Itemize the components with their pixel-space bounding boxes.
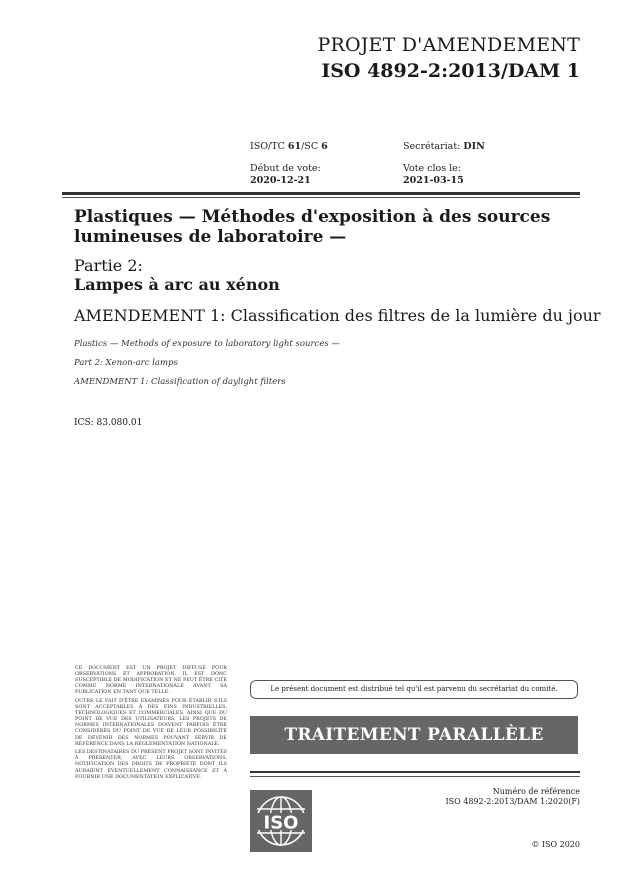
part-title: Lampes à arc au xénon — [74, 275, 280, 294]
parallel-processing-banner: TRAITEMENT PARALLÈLE ISO/CEN — [250, 716, 578, 754]
amendment-title: AMENDEMENT 1: Classification des filtres de la lumière du jour — [74, 306, 601, 325]
reference-number: ISO 4892-2:2013/DAM 1:2020(F) — [445, 797, 580, 806]
disclaimer-p2: OUTRE LE FAIT D'ÊTRE EXAMINÉS POUR ÉTABLIR S'ILS SONT ACCEPTABLES À DES FINS INDUSTRIELLES, TECHNOLOGIQUES ET COMMERCIALES, AINSI QUE DU POINT DE VUE DES UTILISATEURS, LES PROJETS DE NORMES INTERNATIONALES DOIVENT PARFOIS ÊTRE CONSIDÉRÉS DU POINT DE VUE DE LEUR POSSIBILITÉ DE DEVENIR DES NORMES POUVANT SERVIR DE RÉFÉRENCE DANS LA RÉGLEMENTATION NATIONALE. — [75, 697, 227, 747]
header-rule — [62, 192, 580, 195]
footer-rule — [250, 771, 580, 773]
copyright: © ISO 2020 — [531, 840, 580, 849]
reference-number-label: Numéro de référence — [492, 787, 580, 796]
disclaimer-p3: LES DESTINATAIRES DU PRÉSENT PROJET SONT INVITÉS À PRÉSENTER, AVEC LEURS OBSERVATIONS, NOTIFICATION DES DROITS DE PROPRIÉTÉ DONT ILS AURAIENT ÉVENTUELLEMENT CONNAISSANCE ET À FOURNIR UNE DOCUMENTATION EXPLICATIVE. — [75, 749, 227, 780]
english-title-line3: AMENDMENT 1: Classification of daylight filters — [74, 377, 286, 387]
project-type: PROJET D'AMENDEMENT — [317, 34, 580, 56]
disclaimer-p1: CE DOCUMENT EST UN PROJET DIFFUSÉ POUR OBSERVATIONS ET APPROBATION. IL EST DONC SUSCEPTIBLE DE MODIFICATION ET NE PEUT ÊTRE CITÉ COMME NORME INTERNATIONALE AVANT SA PUBLICATION EN TANT QUE TELLE. — [75, 665, 227, 696]
disclaimer — [75, 665, 227, 782]
vote-end: Vote clos le: 2021-03-15 — [403, 163, 464, 186]
distribution-note: Le présent document est distribué tel qu'il est parvenu du secrétariat du comité. — [250, 680, 578, 699]
document-reference: ISO 4892-2:2013/DAM 1 — [321, 60, 580, 82]
part-label: Partie 2: — [74, 256, 143, 275]
secretariat: Secrétariat: DIN — [403, 141, 485, 152]
footer-rule-thin — [250, 776, 580, 777]
header-rule-thin — [62, 197, 580, 198]
committee: ISO/TC 61/SC 6 — [250, 141, 328, 152]
iso-logo-icon — [250, 790, 312, 852]
english-title-line2: Part 2: Xenon-arc lamps — [74, 358, 178, 368]
english-title-line1: Plastics — Methods of exposure to laboratory light sources — — [74, 339, 340, 349]
main-title: Plastiques — Méthodes d'exposition à des sources lumineuses de laboratoire — — [74, 207, 551, 247]
iso-logo-text: ISO — [263, 812, 299, 834]
ics-code: ICS: 83.080.01 — [74, 418, 143, 428]
vote-start: Début de vote: 2020-12-21 — [250, 163, 321, 186]
